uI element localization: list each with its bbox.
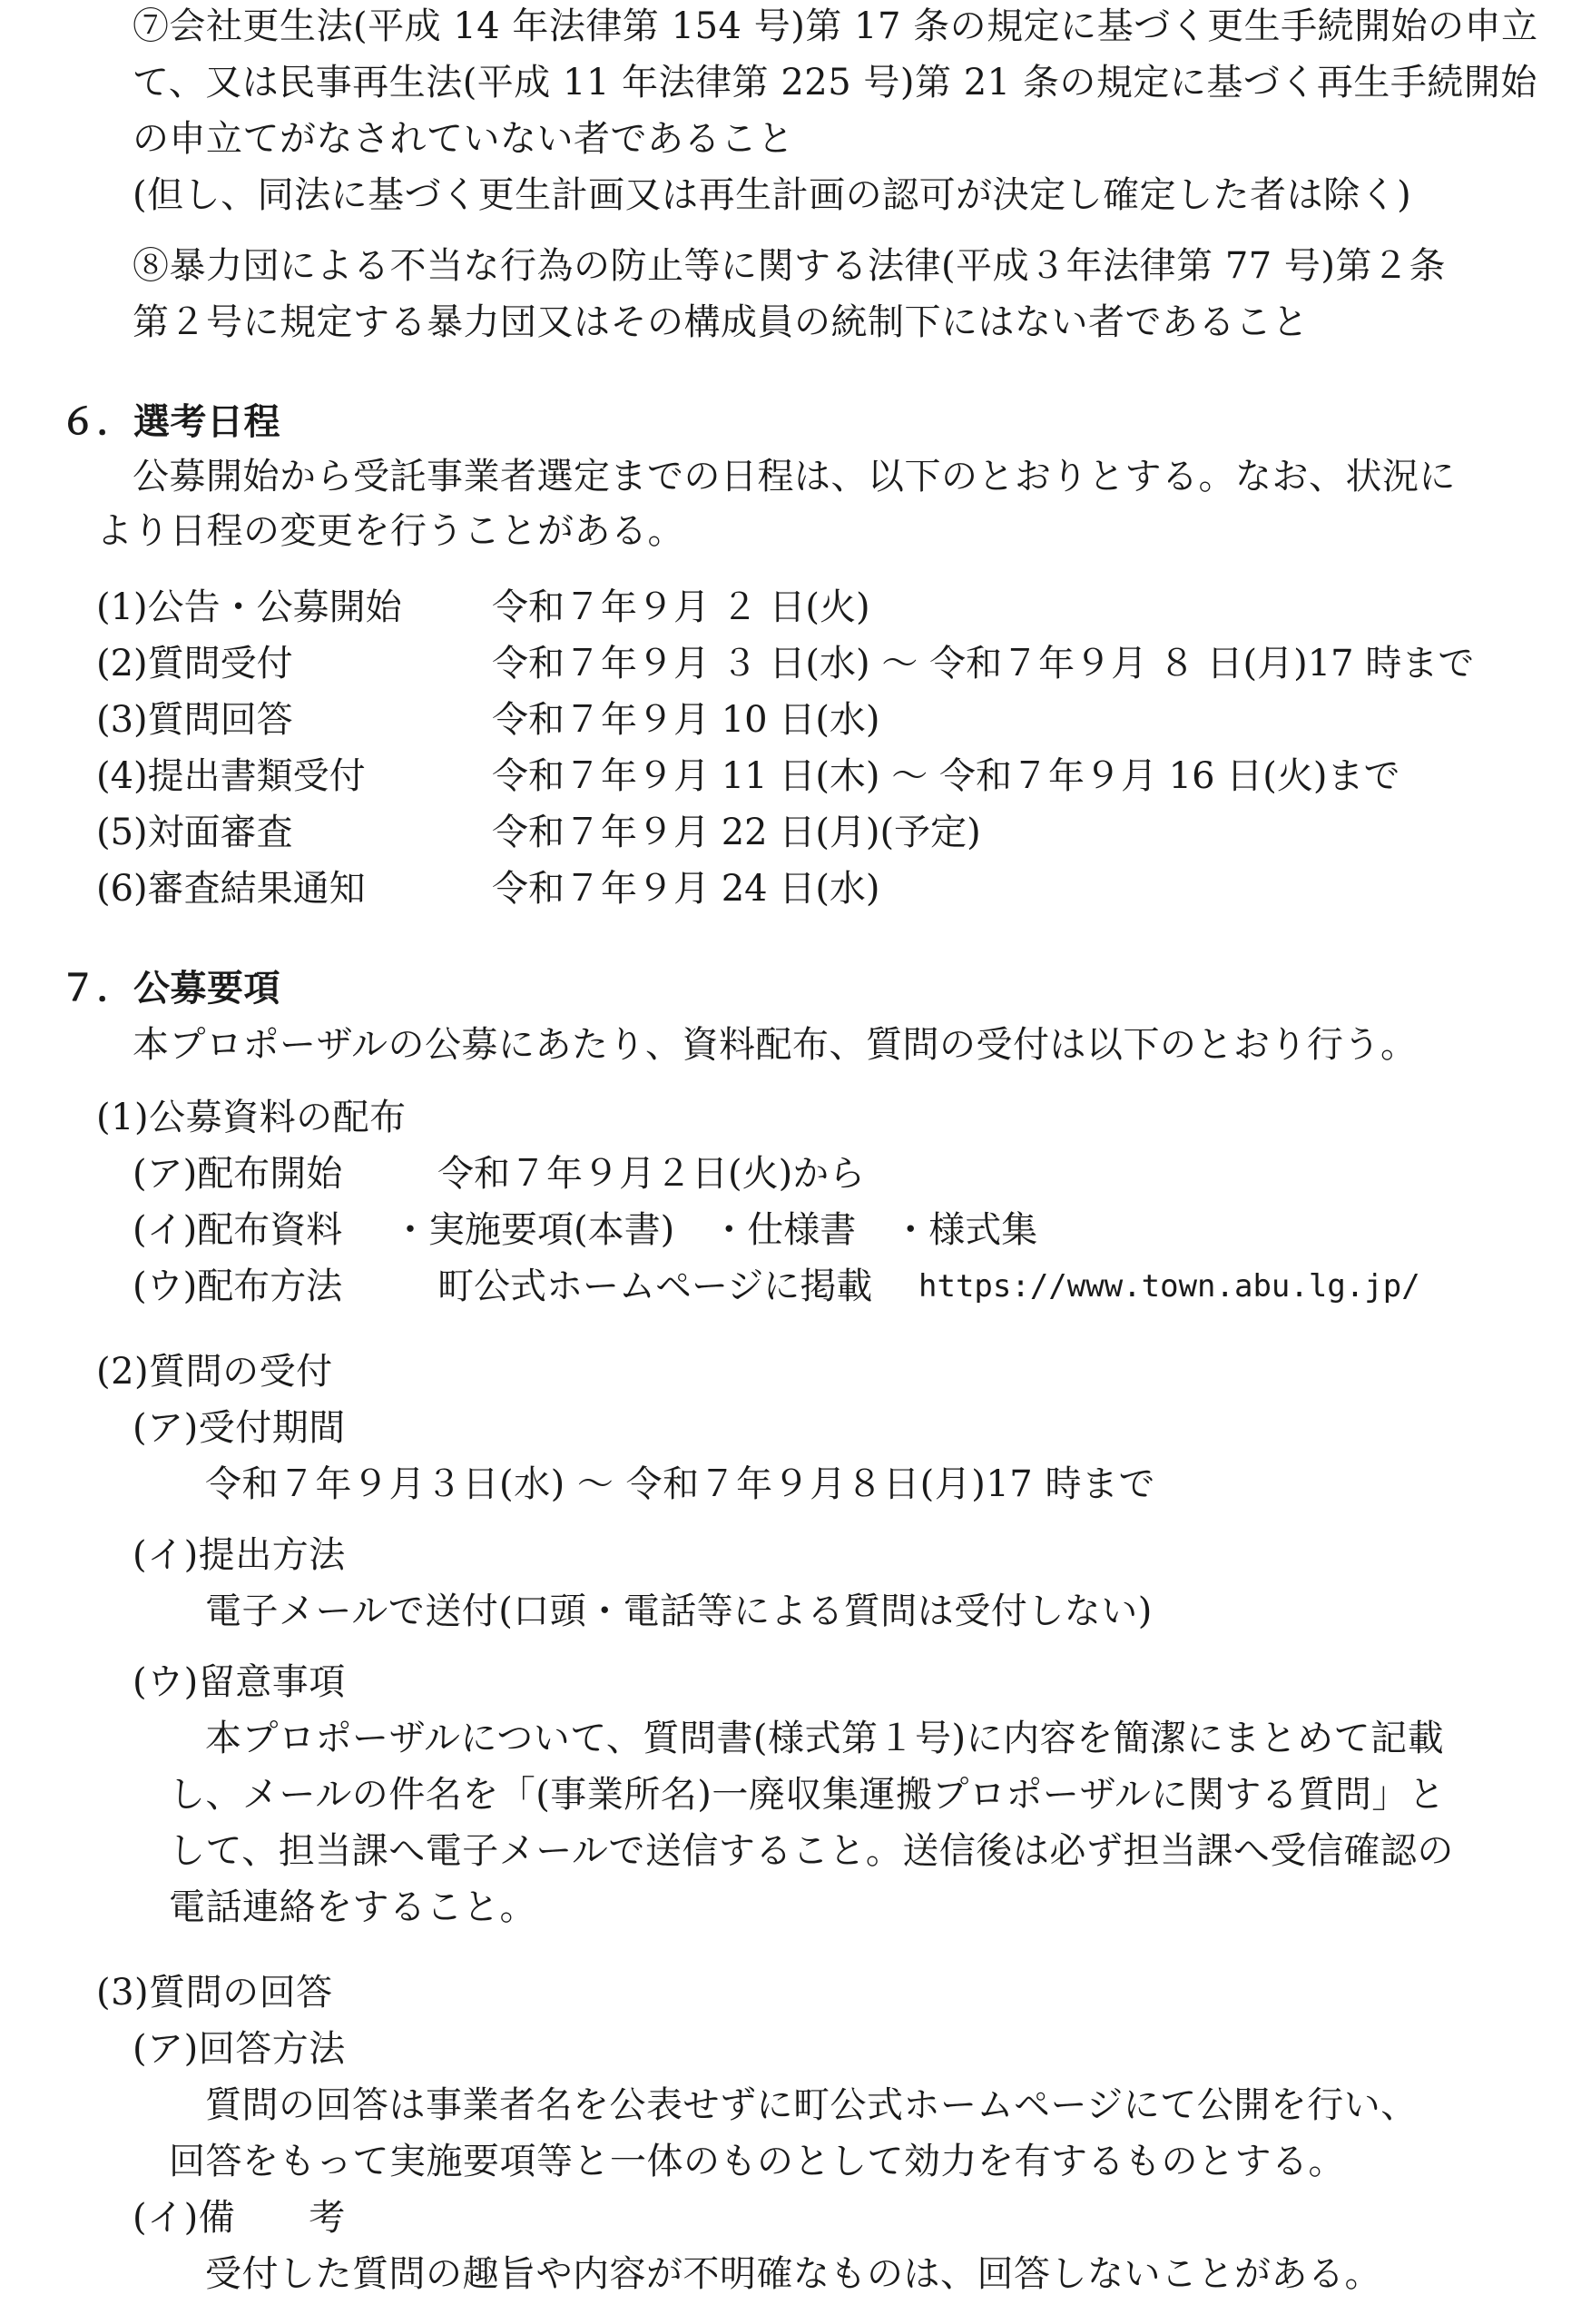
schedule-label: (4)提出書類受付 xyxy=(96,755,366,797)
section7-intro: 本プロポーザルの公募にあたり、資料配布、質問の受付は以下のとおり行う。 xyxy=(133,1024,1418,1066)
section7-heading: ７．公募要項 xyxy=(60,968,280,1009)
sub3-i-label: (イ)備 考 xyxy=(133,2197,346,2239)
schedule-date: 令和７年９月 10 日(水) xyxy=(492,699,880,741)
sub2-u-label: (ウ)留意事項 xyxy=(133,1661,346,1703)
sub2-i-label: (イ)提出方法 xyxy=(133,1534,346,1576)
schedule-label: (2)質問受付 xyxy=(96,643,293,684)
sub2-a-text: 令和７年９月３日(水) ～ 令和７年９月８日(月)17 時まで xyxy=(205,1463,1155,1505)
schedule-label: (5)対面審査 xyxy=(96,812,293,853)
schedule-label: (6)審査結果通知 xyxy=(96,868,366,910)
sub3-i-text: 受付した質問の趣旨や内容が不明確なものは、回答しないことがある。 xyxy=(205,2253,1381,2295)
schedule-date: 令和７年９月 11 日(木) ～ 令和７年９月 16 日(火)まで xyxy=(492,755,1400,797)
schedule-date: 令和７年９月 ２ 日(火) xyxy=(492,586,870,628)
sub2-a-label: (ア)受付期間 xyxy=(133,1407,346,1449)
item7-line-1: ⑦会社更生法(平成 14 年法律第 154 号)第 17 条の規定に基づく更生手続開始の申立 xyxy=(133,5,1538,47)
section6-heading: ６．選考日程 xyxy=(60,401,280,443)
town-homepage-link[interactable]: https://www.town.abu.lg.jp/ xyxy=(918,1268,1420,1305)
sub3-a-line-1: 質問の回答は事業者名を公表せずに町公式ホームページにて公開を行い、 xyxy=(205,2084,1418,2126)
item7-line-2: て、又は民事再生法(平成 11 年法律第 225 号)第 21 条の規定に基づく再生手続開始 xyxy=(133,62,1537,103)
sub3-a-label: (ア)回答方法 xyxy=(133,2028,346,2070)
distribution-label: (イ)配布資料 xyxy=(133,1209,343,1251)
item8-line-2: 第２号に規定する暴力団又はその構成員の統制下にはない者であること xyxy=(133,301,1309,343)
sub2-u-line-4: 電話連絡をすること。 xyxy=(169,1886,536,1928)
sub2-u-line-2: し、メールの件名を「(事業所名)一廃収集運搬プロポーザルに関する質問」と xyxy=(169,1774,1446,1816)
item7-line-3: の申立てがなされていない者であること xyxy=(133,118,794,160)
schedule-date: 令和７年９月 22 日(月)(予定) xyxy=(492,812,981,853)
schedule-date: 令和７年９月 ３ 日(水) ～ 令和７年９月 ８ 日(月)17 時まで xyxy=(492,643,1475,684)
distribution-value: ・実施要項(本書) ・仕様書 ・様式集 xyxy=(392,1209,1038,1251)
sub2-i-text: 電子メールで送付(口頭・電話等による質問は受付しない) xyxy=(205,1590,1153,1632)
item8-line-1: ⑧暴力団による不当な行為の防止等に関する法律(平成３年法律第 77 号)第２条 xyxy=(133,245,1447,287)
section6-intro-line-2: より日程の変更を行うことがある。 xyxy=(96,510,684,552)
item7-line-4: (但し、同法に基づく更生計画又は再生計画の認可が決定し確定した者は除く) xyxy=(133,174,1412,216)
sub1-title: (1)公募資料の配布 xyxy=(96,1097,407,1138)
schedule-label: (1)公告・公募開始 xyxy=(96,586,402,628)
distribution-value: 町公式ホームページに掲載 xyxy=(437,1265,873,1307)
sub2-u-line-1: 本プロポーザルについて、質問書(様式第１号)に内容を簡潔にまとめて記載 xyxy=(205,1718,1445,1759)
sub3-a-line-2: 回答をもって実施要項等と一体のものとして効力を有するものとする。 xyxy=(169,2141,1345,2182)
distribution-label: (ア)配布開始 xyxy=(133,1153,343,1195)
schedule-label: (3)質問回答 xyxy=(96,699,293,741)
distribution-value: 令和７年９月２日(火)から xyxy=(437,1153,866,1195)
sub2-title: (2)質問の受付 xyxy=(96,1351,333,1393)
sub2-u-line-3: して、担当課へ電子メールで送信すること。送信後は必ず担当課へ受信確認の xyxy=(169,1830,1454,1872)
sub3-title: (3)質問の回答 xyxy=(96,1972,333,2014)
schedule-date: 令和７年９月 24 日(水) xyxy=(492,868,880,910)
distribution-label: (ウ)配布方法 xyxy=(133,1265,343,1307)
section6-intro-line-1: 公募開始から受託事業者選定までの日程は、以下のとおりとする。なお、状況に xyxy=(133,456,1456,497)
